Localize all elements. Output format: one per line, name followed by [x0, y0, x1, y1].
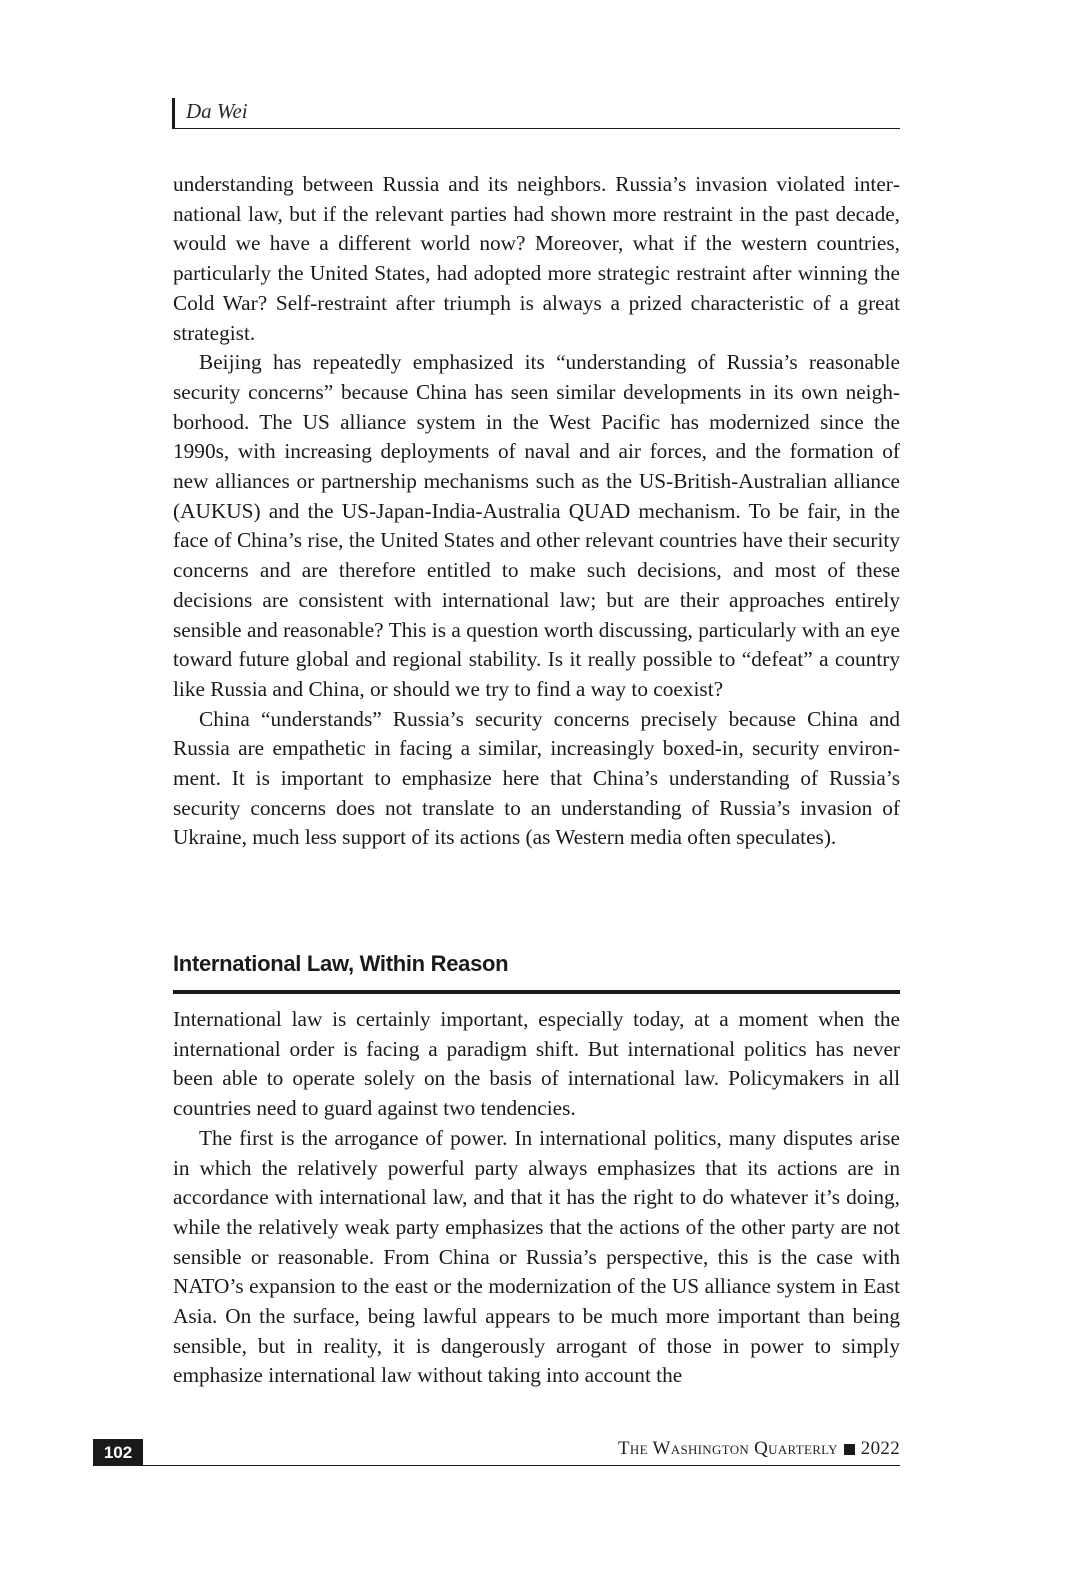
paragraph: International law is certainly important, especially today, at a moment when the international order is facing a paradigm shift. But international politics has never been able to operate solely on the basis of international law. Policymakers in all countries need to guard against two tendencies. — [173, 1007, 900, 1121]
page-footer — [93, 1437, 900, 1466]
journal-citation — [618, 1438, 900, 1460]
running-head — [172, 96, 900, 129]
square-bullet-icon — [844, 1444, 855, 1455]
paragraph: Beijing has repeatedly emphasized its “understanding of Russia’s reasonable security concerns” because China has seen similar developments in its own neighborhood. The US alliance system in the West Pacific has modernized since the 1990s, with increasing deployments of naval and air forces, and the formation of new alliances or partnership mechanisms such as the US-British-Australian alliance (AUKUS) and the US-Japan-India-Australia QUAD mechanism. To be fair, in the face of China’s rise, the United States and other relevant countries have their security concerns and are therefore entitled to make such decisions, and most of these decisions are consistent with international law; but are their approaches entirely sensible and reasonable? This is a question worth discussing, particularly with an eye toward future global and regional stability. Is it really possible to “defeat” a country like Russia and China, or should we try to find a way to coexist? — [173, 350, 900, 701]
body-text-top — [173, 170, 900, 853]
paragraph-continued: understanding between Russia and its neighbors. Russia’s invasion violated international law, but if the relevant parties had shown more restraint in the past decade, would we have a different world now? Moreover, what if the western countries, particularly the United States, had adopted more strategic restraint after winning the Cold War? Self-restraint after triumph is always a prized characteristic of a great strategist. — [173, 172, 900, 345]
paragraph: China “understands” Russia’s security concerns precisely because China and Russia are empathetic in facing a similar, increasingly boxed-in, security environment. It is important to emphasize here that China’s understanding of Russia’s security concerns does not translate to an understanding of Russia’s invasion of Ukraine, much less support of its actions (as Western media often speculates). — [173, 706, 900, 850]
body-text-section — [173, 1005, 900, 1391]
page-number: 102 — [93, 1439, 143, 1466]
section-title: International Law, Within Reason — [173, 951, 509, 976]
running-head-rule-mark — [172, 98, 175, 128]
journal-year: 2022 — [860, 1438, 900, 1459]
paragraph: The first is the arrogance of power. In international politics, many disputes arise in which the relatively powerful party always emphasizes that its actions are in accordance with international law, and that it has the right to do whatever it’s doing, while the relatively weak party emphasizes that the actions of the other party are not sensible or reasonable. From China or Russia’s perspective, this is the case with NATO’s expansion to the east or the modernization of the US alliance system in East Asia. On the surface, being lawful appears to be much more important than being sensible, but in reality, it is dangerously arrogant of those in power to simply emphasize international law without taking into account the — [173, 1125, 900, 1388]
section-heading — [173, 948, 900, 994]
running-head-author: Da Wei — [186, 99, 248, 123]
journal-name: The Washington Quarterly — [618, 1438, 838, 1459]
